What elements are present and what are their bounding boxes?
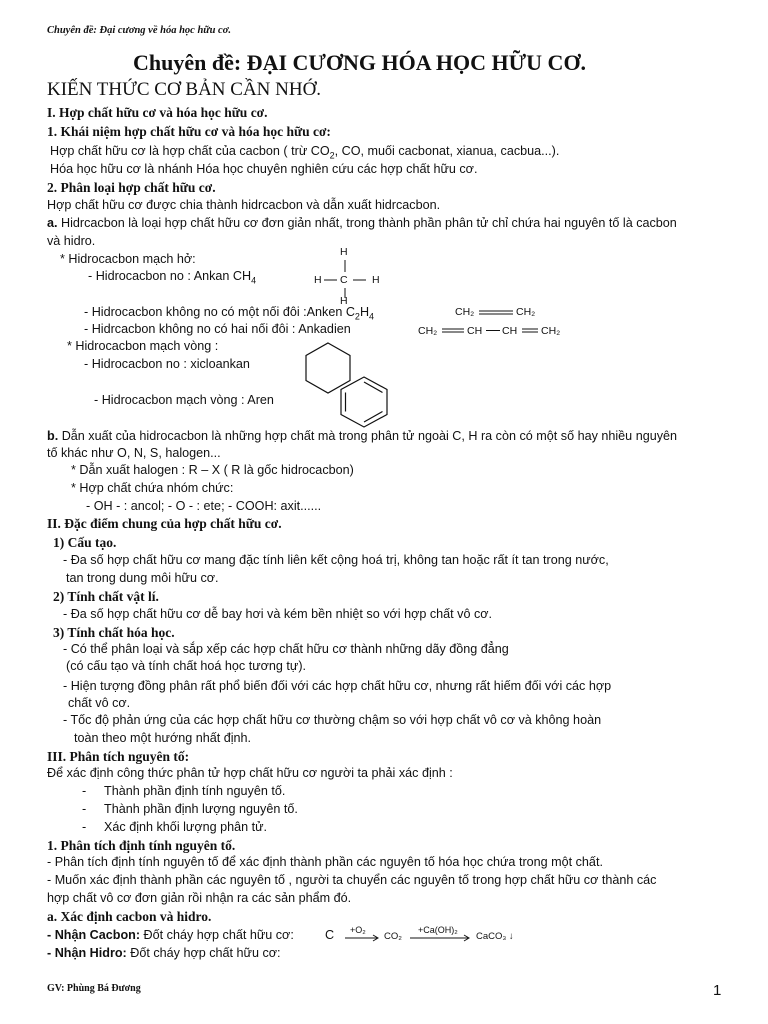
item-alkene: - Hidrocacbon không no có một nối đôi :Anken $C_2H_4$ <box>84 305 375 322</box>
methane-h-bottom: H <box>340 295 348 307</box>
list-dash: - <box>82 802 87 816</box>
item-functional-group: * Hợp chất chứa nhóm chức: <box>71 481 234 495</box>
subsection-heading-2-2: 2) Tính chất vật lí. <box>53 589 159 604</box>
subsection-heading-3-1-a: a. Xác định cacbon và hidro. <box>47 909 212 924</box>
ethylene-right: CH₂ <box>516 306 536 318</box>
page-title: Chuyên đề: ĐẠI CƯƠNG HÓA HỌC HỮU CƠ. <box>133 50 587 75</box>
paragraph-qualitative-2: - Muốn xác định thành phần các nguyên tố , người ta chuyển các nguyên tố trong hợp chất hữu cơ thành các <box>47 873 657 887</box>
reaction-co2: CO₂ <box>384 931 402 942</box>
butadiene-ch-1: CH <box>467 325 483 337</box>
item-cycloalkane: - Hidrocacbon no : xicloankan <box>84 357 250 371</box>
running-header: Chuyên đề: Đại cương về hóa học hữu cơ. <box>47 25 231 36</box>
paragraph-definition-organic-compound: Hợp chất hữu cơ là hợp chất của cacbon ( trừ $CO_2$, CO, muối cacbonat, xianua, cacbua...). <box>50 144 560 161</box>
reaction-caco3: CaCO₃ ↓ <box>476 931 514 942</box>
section-heading-1: I. Hợp chất hữu cơ và hóa học hữu cơ. <box>47 105 268 120</box>
list-dash: - <box>82 784 87 798</box>
butadiene-ch2-left: CH₂ <box>418 325 438 337</box>
paragraph-definition-organic-chemistry: Hóa học hữu cơ là nhánh Hóa học chuyên nghiên cứu các hợp chất hữu cơ. <box>50 162 478 176</box>
paragraph-chemical-4: chất vô cơ. <box>68 696 131 710</box>
list-item: Thành phần định tính nguyên tố. <box>104 784 286 798</box>
paragraph-structure-2: tan trong dung môi hữu cơ. <box>66 571 219 585</box>
reaction-carbon: C <box>325 928 335 942</box>
methane-h-left: H <box>314 274 322 286</box>
list-dash: - <box>82 820 87 834</box>
reaction-arrow-1 <box>345 935 381 943</box>
paragraph-chemical-1: - Có thể phân loại và sắp xếp các hợp chất hữu cơ thành những dãy đồng đẳng <box>63 642 509 656</box>
paragraph-chemical-5: - Tốc độ phản ứng của các hợp chất hữu cơ thường chậm so với hợp chất vô cơ và không hoàn <box>63 713 602 727</box>
item-arene: - Hidrocacbon mạch vòng : Aren <box>94 393 274 407</box>
list-item: Thành phần định lượng nguyên tố. <box>104 802 298 816</box>
page-subtitle: KIẾN THỨC CƠ BẢN CẦN NHỚ. <box>47 79 322 100</box>
benzene-ring <box>337 376 391 428</box>
paragraph-chemical-2: (có cấu tạo và tính chất hoá học tương tự). <box>66 659 307 673</box>
paragraph-chemical-6: toàn theo một hướng nhất định. <box>74 731 252 745</box>
methane-h-right: H <box>372 274 380 286</box>
reaction-reagent-o2: +O₂ <box>350 925 366 935</box>
subsection-heading-3-1: 1. Phân tích định tính nguyên tố. <box>47 838 236 853</box>
methane-h-top: H <box>340 246 348 258</box>
ethylene-left: CH₂ <box>455 306 475 318</box>
reaction-arrow-2 <box>410 935 472 943</box>
ethylene-double-bond <box>479 309 519 317</box>
section-heading-2: II. Đặc điểm chung của hợp chất hữu cơ. <box>47 516 282 531</box>
butadiene-double-bond-2 <box>522 327 542 335</box>
paragraph-element-analysis-intro: Để xác định công thức phân tử hợp chất hữu cơ người ta phải xác định : <box>47 766 453 780</box>
paragraph-structure-1: - Đa số hợp chất hữu cơ mang đặc tính liên kết cộng hoá trị, không tan hoặc rất ít tan trong nước, <box>63 553 609 567</box>
paragraph-physical: - Đa số hợp chất hữu cơ dễ bay hơi và kém bền nhiệt so với hợp chất vô cơ. <box>63 607 493 621</box>
item-functional-group-examples: - OH - : ancol; - O - : ete; - COOH: axit...... <box>86 499 322 513</box>
item-alkadiene: - Hidrcacbon không no có hai nối đôi : Ankadien <box>84 322 351 336</box>
paragraph-derivative-b-cont: tố khác như O, N, S, halogen... <box>47 446 221 460</box>
paragraph-classification: Hợp chất hữu cơ được chia thành hidrcacbon và dẫn xuất hidrcacbon. <box>47 198 441 212</box>
butadiene-ch2-right: CH₂ <box>541 325 561 337</box>
paragraph-detect-hydrogen: - Nhận Hidro: Đốt cháy hợp chất hữu cơ: <box>47 946 281 960</box>
page-number: 1 <box>713 982 722 999</box>
paragraph-hydrocarbon-a-cont: và hidro. <box>47 234 96 248</box>
subsection-heading-2-1: 1) Cấu tạo. <box>53 535 117 550</box>
paragraph-detect-carbon: - Nhận Cacbon: Đốt cháy hợp chất hữu cơ: <box>47 928 294 942</box>
methane-c: C <box>340 274 348 286</box>
item-cyclic: * Hidrocacbon mạch vòng : <box>67 339 219 353</box>
subsection-heading-2-3: 3) Tính chất hóa học. <box>53 625 175 640</box>
item-halogen-derivative: * Dẫn xuất halogen : R – X ( R là gốc hidrocacbon) <box>71 463 354 477</box>
paragraph-hydrocarbon-a: a. Hidrcacbon là loại hợp chất hữu cơ đơn giản nhất, trong thành phần phân tử chỉ chứa hai nguyên tố là cacbon <box>47 216 677 230</box>
footer-author: GV: Phùng Bá Đương <box>47 983 141 994</box>
subsection-heading-1-1: 1. Khái niệm hợp chất hữu cơ và hóa học hữu cơ: <box>47 124 331 139</box>
reaction-reagent-caoh2: +Ca(OH)₂ <box>418 925 458 935</box>
subsection-heading-1-2: 2. Phân loại hợp chất hữu cơ. <box>47 180 216 195</box>
paragraph-derivative-b: b. Dẫn xuất của hidrocacbon là những hợp chất mà trong phân tử ngoài C, H ra còn có một số hay nhiều nguyên <box>47 429 678 443</box>
item-open-chain: * Hidrocacbon mạch hở: <box>60 252 196 266</box>
paragraph-qualitative-3: hợp chất vô cơ đơn giản rồi nhận ra các sản phẩm đó. <box>47 891 352 905</box>
item-alkane: - Hidrocacbon no : Ankan $CH_4$ <box>88 269 257 286</box>
butadiene-ch-2: CH <box>502 325 518 337</box>
list-item: Xác định khối lượng phân tử. <box>104 820 268 834</box>
paragraph-chemical-3: - Hiện tượng đồng phân rất phổ biến đối với các hợp chất hữu cơ, nhưng rất hiếm đối với các hợp <box>63 679 612 693</box>
section-heading-3: III. Phân tích nguyên tố: <box>47 749 190 764</box>
paragraph-qualitative-1: - Phân tích định tính nguyên tố để xác định thành phần các nguyên tố hóa học chứa trong một chất. <box>47 855 603 869</box>
